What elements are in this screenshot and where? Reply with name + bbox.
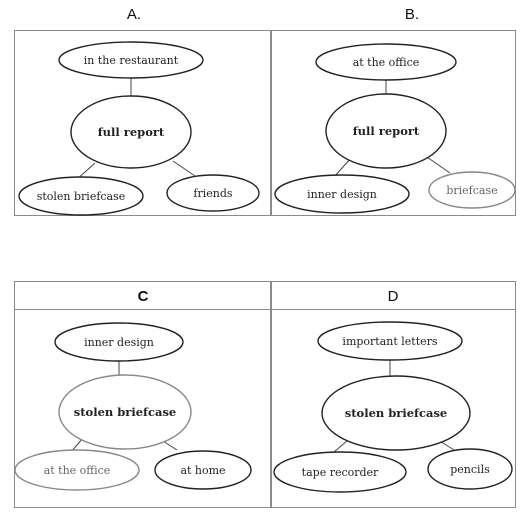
panel-c: [14, 281, 271, 508]
panel-d: [271, 281, 516, 508]
node-d-top-text: important letters: [342, 335, 438, 348]
edge-d-left: [334, 440, 348, 452]
node-b-bottom-left-text: inner design: [307, 188, 377, 201]
node-b-top-text: at the office: [352, 56, 420, 69]
node-b-center-text: full report: [352, 124, 420, 138]
edge-a-right: [173, 161, 195, 176]
panel-c-diagram: [15, 282, 272, 509]
node-d-bottom-right-text: pencils: [450, 463, 490, 476]
node-a-bottom-right-text: friends: [193, 187, 233, 200]
node-c-bottom-left-text: at the office: [43, 464, 111, 477]
panel-a-label: A.: [126, 6, 142, 23]
panel-b-label: B.: [404, 6, 420, 23]
panel-d-label: D: [387, 288, 399, 305]
node-a-bottom-left-text: stolen briefcase: [36, 190, 126, 203]
node-c-center-text: stolen briefcase: [73, 405, 177, 419]
node-d-bottom-left-text: tape recorder: [301, 466, 379, 479]
panel-c-label: C: [137, 288, 149, 305]
node-b-bottom-right-text: briefcase: [446, 184, 498, 197]
node-a-center-text: full report: [97, 125, 165, 139]
panel-b-diagram: [272, 31, 517, 217]
node-c-top-text: inner design: [84, 336, 154, 349]
node-d-center-text: stolen briefcase: [344, 406, 448, 420]
node-a-top-text: in the restaurant: [83, 54, 179, 67]
panel-d-diagram: [272, 282, 517, 509]
panel-a-diagram: [15, 31, 272, 217]
panel-b: [271, 30, 516, 216]
panel-a: [14, 30, 271, 216]
node-c-bottom-right-text: at home: [180, 464, 226, 477]
